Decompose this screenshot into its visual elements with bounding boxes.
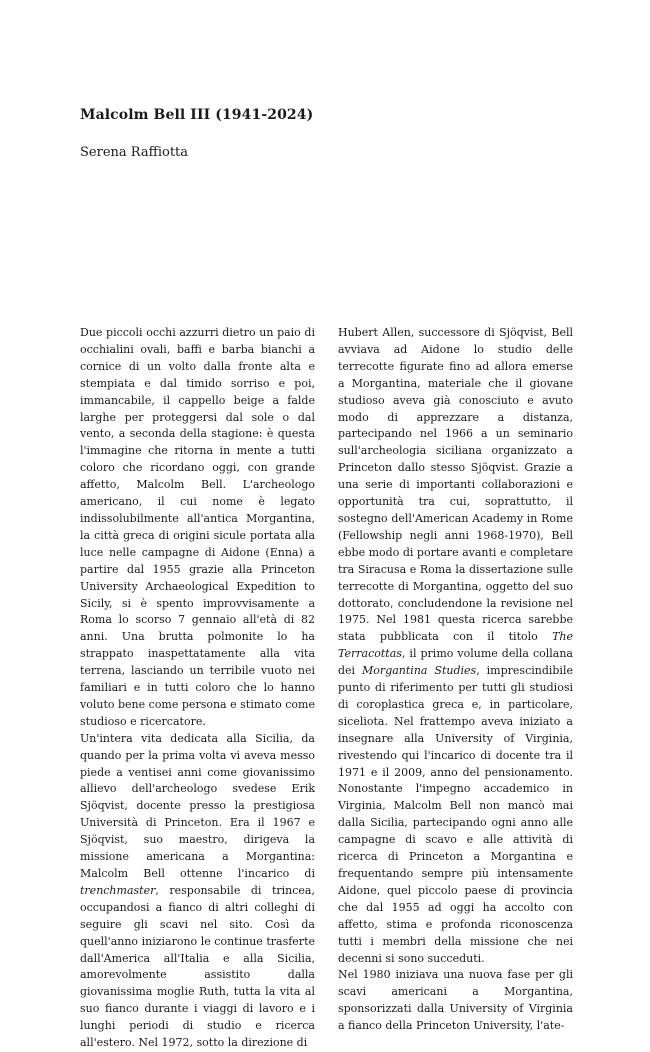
text-run: Hubert Allen, successore di Sjöqvist, Bell avviava ad Aidone lo studio delle terrecotte figurate fino ad allora emerse a Morgantina, materiale che il giovane studioso aveva già conosciuto e avuto modo di apprezzare a distanza, partecipando nel 1966 a un seminario sull'archeologia siciliana organizzato a Princeton dallo stesso Sjöqvist. Grazie a una serie di importanti collaborazioni e opportunità tra cui, soprattutto, il sostegno dell'American Academy in Rome (Fellowship negli anni 1968-1970), Bell ebbe modo di portare avanti e completare tra Siracusa e Roma la dissertazione sulle terrecotte di Morgantina, oggetto del suo dottorato, concludendone la revisione nel 1975. Nel 1981 questa ricerca sarebbe stata pubblicata con il titolo <box>338 326 573 644</box>
right-column <box>338 325 573 1035</box>
text-run: , responsabile di trincea, occupandosi a fianco di altri colleghi di seguire gli scavi nel sito. Così da quell'anno iniziarono le continue trasferte dall'America all'Italia e alla Sicilia, amorevolmente assistito dalla giovanissima moglie Ruth, tutta la vita al suo fianco durante i viaggi di lavoro e i lunghi periodi di studio e ricerca all'estero. Nel 1972, sotto la direzione di <box>80 883 315 1050</box>
article-title: Malcolm Bell III (1941-2024) <box>80 107 314 123</box>
text-run: , imprescindibile punto di riferimento per tutti gli studiosi di coroplastica greca e, in particolare, siceliota. Nel frattempo aveva iniziato a insegnare alla University of Virginia, rivestendo qui l'incarico di docente tra il 1971 e il 2009, anno del pensionamento. Nonostante l'impegno accademico in Virginia, Malcolm Bell non mancò mai dalla Sicilia, partecipando ogni anno alle campagne di scavo e alle attività di ricerca di Princeton a Morgantina e frequentando sempre più intensamente Aidone, quel piccolo paese di provincia che dal 1955 ad oggi ha accolto con affetto, stima e profonda riconoscenza tutti i membri della missione che nei decenni si sono succeduti. <box>338 664 573 965</box>
paragraph: Due piccoli occhi azzurri dietro un paio di occhialini ovali, baffi e barba bianchi a cornice di un volto dalla fronte alta e stempiata e dal timido sorriso e poi, immancabile, il cappello beige a falde larghe per proteggersi dal sole o dal vento, a seconda della stagione: è questa l'immagine che ritorna in mente a tutti coloro che ricordano oggi, con grande affetto, Malcolm Bell. L'archeologo americano, il cui nome è legato indissolubilmente all'antica Morgantina, la città greca di origini sicule portata alla luce nelle campagne di Aidone (Enna) a partire dal 1955 grazie alla Princeton University Archaeological Expedition to Sicily, si è spento improvvisamente a Roma lo scorso 7 gennaio all'età di 82 anni. Una brutta polmonite lo ha strappato inaspettatamente alla vita terrena, lasciando un terribile vuoto nei familiari e in tutti coloro che lo hanno voluto bene come persona e stimato come studioso e ricercatore. <box>80 326 315 728</box>
paragraph <box>338 325 573 967</box>
text-run: , il primo volume della collana dei <box>338 647 573 678</box>
article-author: Serena Raffiotta <box>80 145 189 160</box>
italic-term: trenchmaster <box>80 883 156 897</box>
text-run: Un'intera vita dedicata alla Sicilia, da quando per la prima volta vi aveva messo piede a ventisei anni come giovanissimo allievo dell'archeologo svedese Erik Sjöqvist, docente presso la prestigiosa Università di Princeton. Era il 1967 e Sjöqvist, suo maestro, dirigeva la missione americana a Morgantina: Malcolm Bell ottenne l'incarico di <box>80 731 315 880</box>
paragraph <box>80 731 315 1052</box>
paragraph: Nel 1980 iniziava una nuova fase per gli scavi americani a Morgantina, sponsorizzati dalla University of Virginia a fianco della Princeton University, l'ate- <box>338 968 573 1033</box>
left-column <box>80 325 315 1052</box>
italic-book-title: The Terracottas <box>338 630 573 661</box>
italic-series-title: Morgantina Studies <box>362 664 477 678</box>
